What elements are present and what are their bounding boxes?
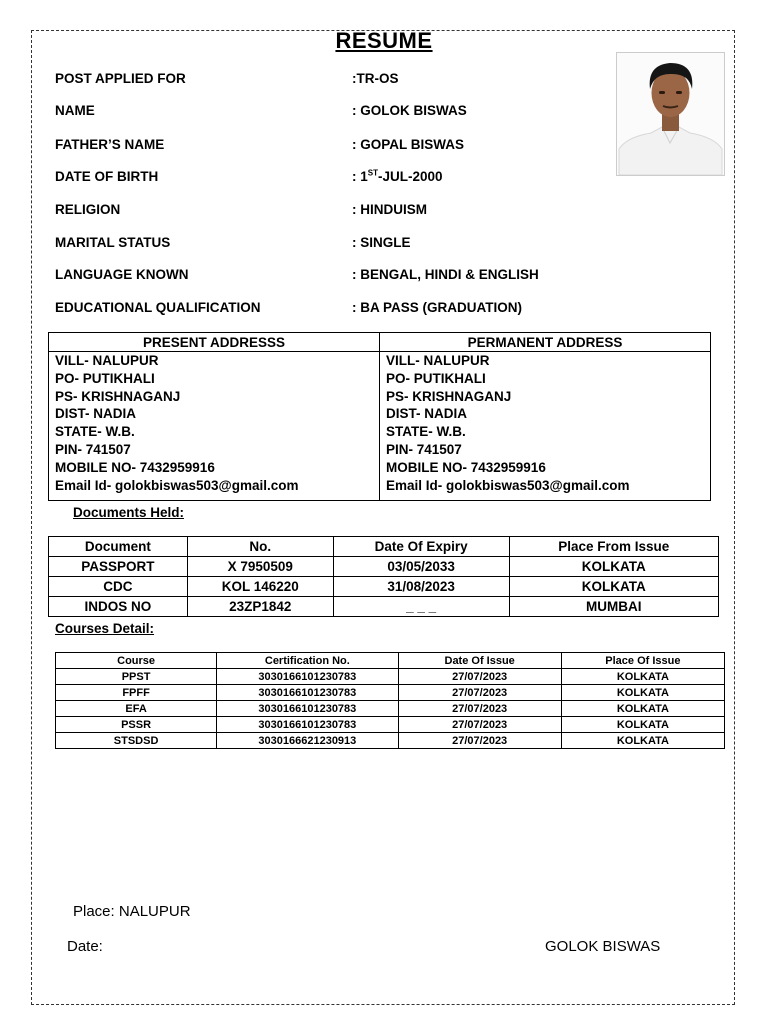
table-row: [56, 685, 725, 701]
permanent-address-line: PS- KRISHNAGANJ: [386, 388, 512, 404]
dob-label: DATE OF BIRTH: [55, 169, 159, 184]
table-cell: 3030166621230913: [217, 733, 398, 749]
courses-header-row: [56, 653, 725, 669]
documents-header-row: [49, 537, 719, 557]
present-address-cell: [49, 352, 380, 501]
table-row: [49, 577, 719, 597]
table-cell: 27/07/2023: [398, 733, 561, 749]
table-cell: 27/07/2023: [398, 685, 561, 701]
table-cell: 27/07/2023: [398, 717, 561, 733]
table-cell: CDC: [49, 577, 188, 597]
table-row: [56, 669, 725, 685]
courses-col-header: Place Of Issue: [561, 653, 724, 669]
present-address-header: PRESENT ADDRESSS: [49, 333, 380, 352]
table-cell: KOLKATA: [561, 717, 724, 733]
post-value: :TR-OS: [352, 71, 399, 86]
name-label: NAME: [55, 103, 95, 118]
address-body-row: [49, 352, 711, 501]
present-address-line: DIST- NADIA: [55, 406, 136, 422]
present-address-line: PO- PUTIKHALI: [55, 370, 155, 386]
language-label: LANGUAGE KNOWN: [55, 267, 189, 282]
present-address-line: VILL- NALUPUR: [55, 353, 159, 368]
permanent-address-line: PIN- 741507: [386, 441, 462, 457]
table-row: [49, 597, 719, 617]
documents-col-header: Document: [49, 537, 188, 557]
permanent-address-line: VILL- NALUPUR: [386, 353, 490, 368]
table-cell: KOLKATA: [561, 701, 724, 717]
table-cell: KOLKATA: [561, 733, 724, 749]
present-address-line: PS- KRISHNAGANJ: [55, 388, 181, 404]
permanent-address-line: STATE- W.B.: [386, 424, 466, 440]
resume-title: RESUME: [335, 28, 433, 53]
present-address-line: MOBILE NO- 7432959916: [55, 459, 215, 475]
permanent-address-header: PERMANENT ADDRESS: [380, 333, 711, 352]
documents-table: [48, 536, 719, 617]
father-name-label: FATHER’S NAME: [55, 137, 165, 152]
present-address-line: Email Id- golokbiswas503@gmail.com: [55, 477, 299, 493]
religion-value: : HINDUISM: [352, 202, 427, 217]
documents-col-header: Place From Issue: [509, 537, 719, 557]
education-label: EDUCATIONAL QUALIFICATION: [55, 300, 261, 315]
documents-col-header: No.: [187, 537, 333, 557]
language-value: : BENGAL, HINDI & ENGLISH: [352, 267, 539, 282]
table-cell: PPST: [56, 669, 217, 685]
courses-col-header: Course: [56, 653, 217, 669]
table-cell: 3030166101230783: [217, 717, 398, 733]
marital-status-value: : SINGLE: [352, 235, 411, 250]
table-cell: 27/07/2023: [398, 669, 561, 685]
education-value: : BA PASS (GRADUATION): [352, 300, 522, 315]
courses-detail-heading: Courses Detail:: [55, 621, 155, 636]
table-row: [56, 701, 725, 717]
table-cell: MUMBAI: [509, 597, 719, 617]
marital-status-label: MARITAL STATUS: [55, 235, 171, 250]
religion-label: RELIGION: [55, 202, 121, 217]
address-table: [48, 332, 711, 501]
signature-name: GOLOK BISWAS: [545, 938, 661, 955]
courses-col-header: Date Of Issue: [398, 653, 561, 669]
table-cell: 3030166101230783: [217, 701, 398, 717]
place-text: Place: NALUPUR: [73, 903, 191, 920]
table-row: [56, 717, 725, 733]
table-cell: KOLKATA: [561, 669, 724, 685]
post-label: POST APPLIED FOR: [55, 71, 186, 86]
person-photo-icon: [617, 53, 724, 175]
table-cell: FPFF: [56, 685, 217, 701]
dob-value-suffix: ST: [367, 168, 378, 178]
table-cell: STSDSD: [56, 733, 217, 749]
candidate-photo: [616, 52, 725, 176]
table-cell: 3030166101230783: [217, 685, 398, 701]
present-address-line: STATE- W.B.: [55, 424, 135, 440]
table-cell: 23ZP1842: [187, 597, 333, 617]
documents-col-header: Date Of Expiry: [333, 537, 509, 557]
dob-value: [352, 169, 443, 184]
father-name-value: : GOPAL BISWAS: [352, 137, 465, 152]
documents-held-heading: Documents Held:: [73, 505, 185, 520]
table-cell: KOLKATA: [509, 557, 719, 577]
table-cell: 27/07/2023: [398, 701, 561, 717]
permanent-address-line: PO- PUTIKHALI: [386, 370, 486, 386]
table-cell: PSSR: [56, 717, 217, 733]
table-cell: PASSPORT: [49, 557, 188, 577]
table-cell: 31/08/2023: [333, 577, 509, 597]
dob-value-day: : 1: [352, 169, 368, 184]
table-cell: KOLKATA: [561, 685, 724, 701]
permanent-address-cell: [380, 352, 711, 501]
table-row: [49, 557, 719, 577]
table-cell: INDOS NO: [49, 597, 188, 617]
table-cell: KOLKATA: [509, 577, 719, 597]
name-value: : GOLOK BISWAS: [352, 103, 467, 118]
table-cell: X 7950509: [187, 557, 333, 577]
dob-value-rest: -JUL-2000: [378, 169, 443, 184]
permanent-address-line: Email Id- golokbiswas503@gmail.com: [386, 477, 630, 493]
present-address-line: PIN- 741507: [55, 441, 131, 457]
courses-col-header: Certification No.: [217, 653, 398, 669]
permanent-address-line: DIST- NADIA: [386, 406, 467, 422]
permanent-address-line: MOBILE NO- 7432959916: [386, 459, 546, 475]
table-row: [56, 733, 725, 749]
table-cell: 03/05/2033: [333, 557, 509, 577]
table-cell: _ _ _: [333, 597, 509, 617]
table-cell: EFA: [56, 701, 217, 717]
table-cell: 3030166101230783: [217, 669, 398, 685]
address-header-row: [49, 333, 711, 352]
table-cell: KOL 146220: [187, 577, 333, 597]
date-text: Date:: [67, 938, 103, 955]
courses-table: [55, 652, 725, 749]
